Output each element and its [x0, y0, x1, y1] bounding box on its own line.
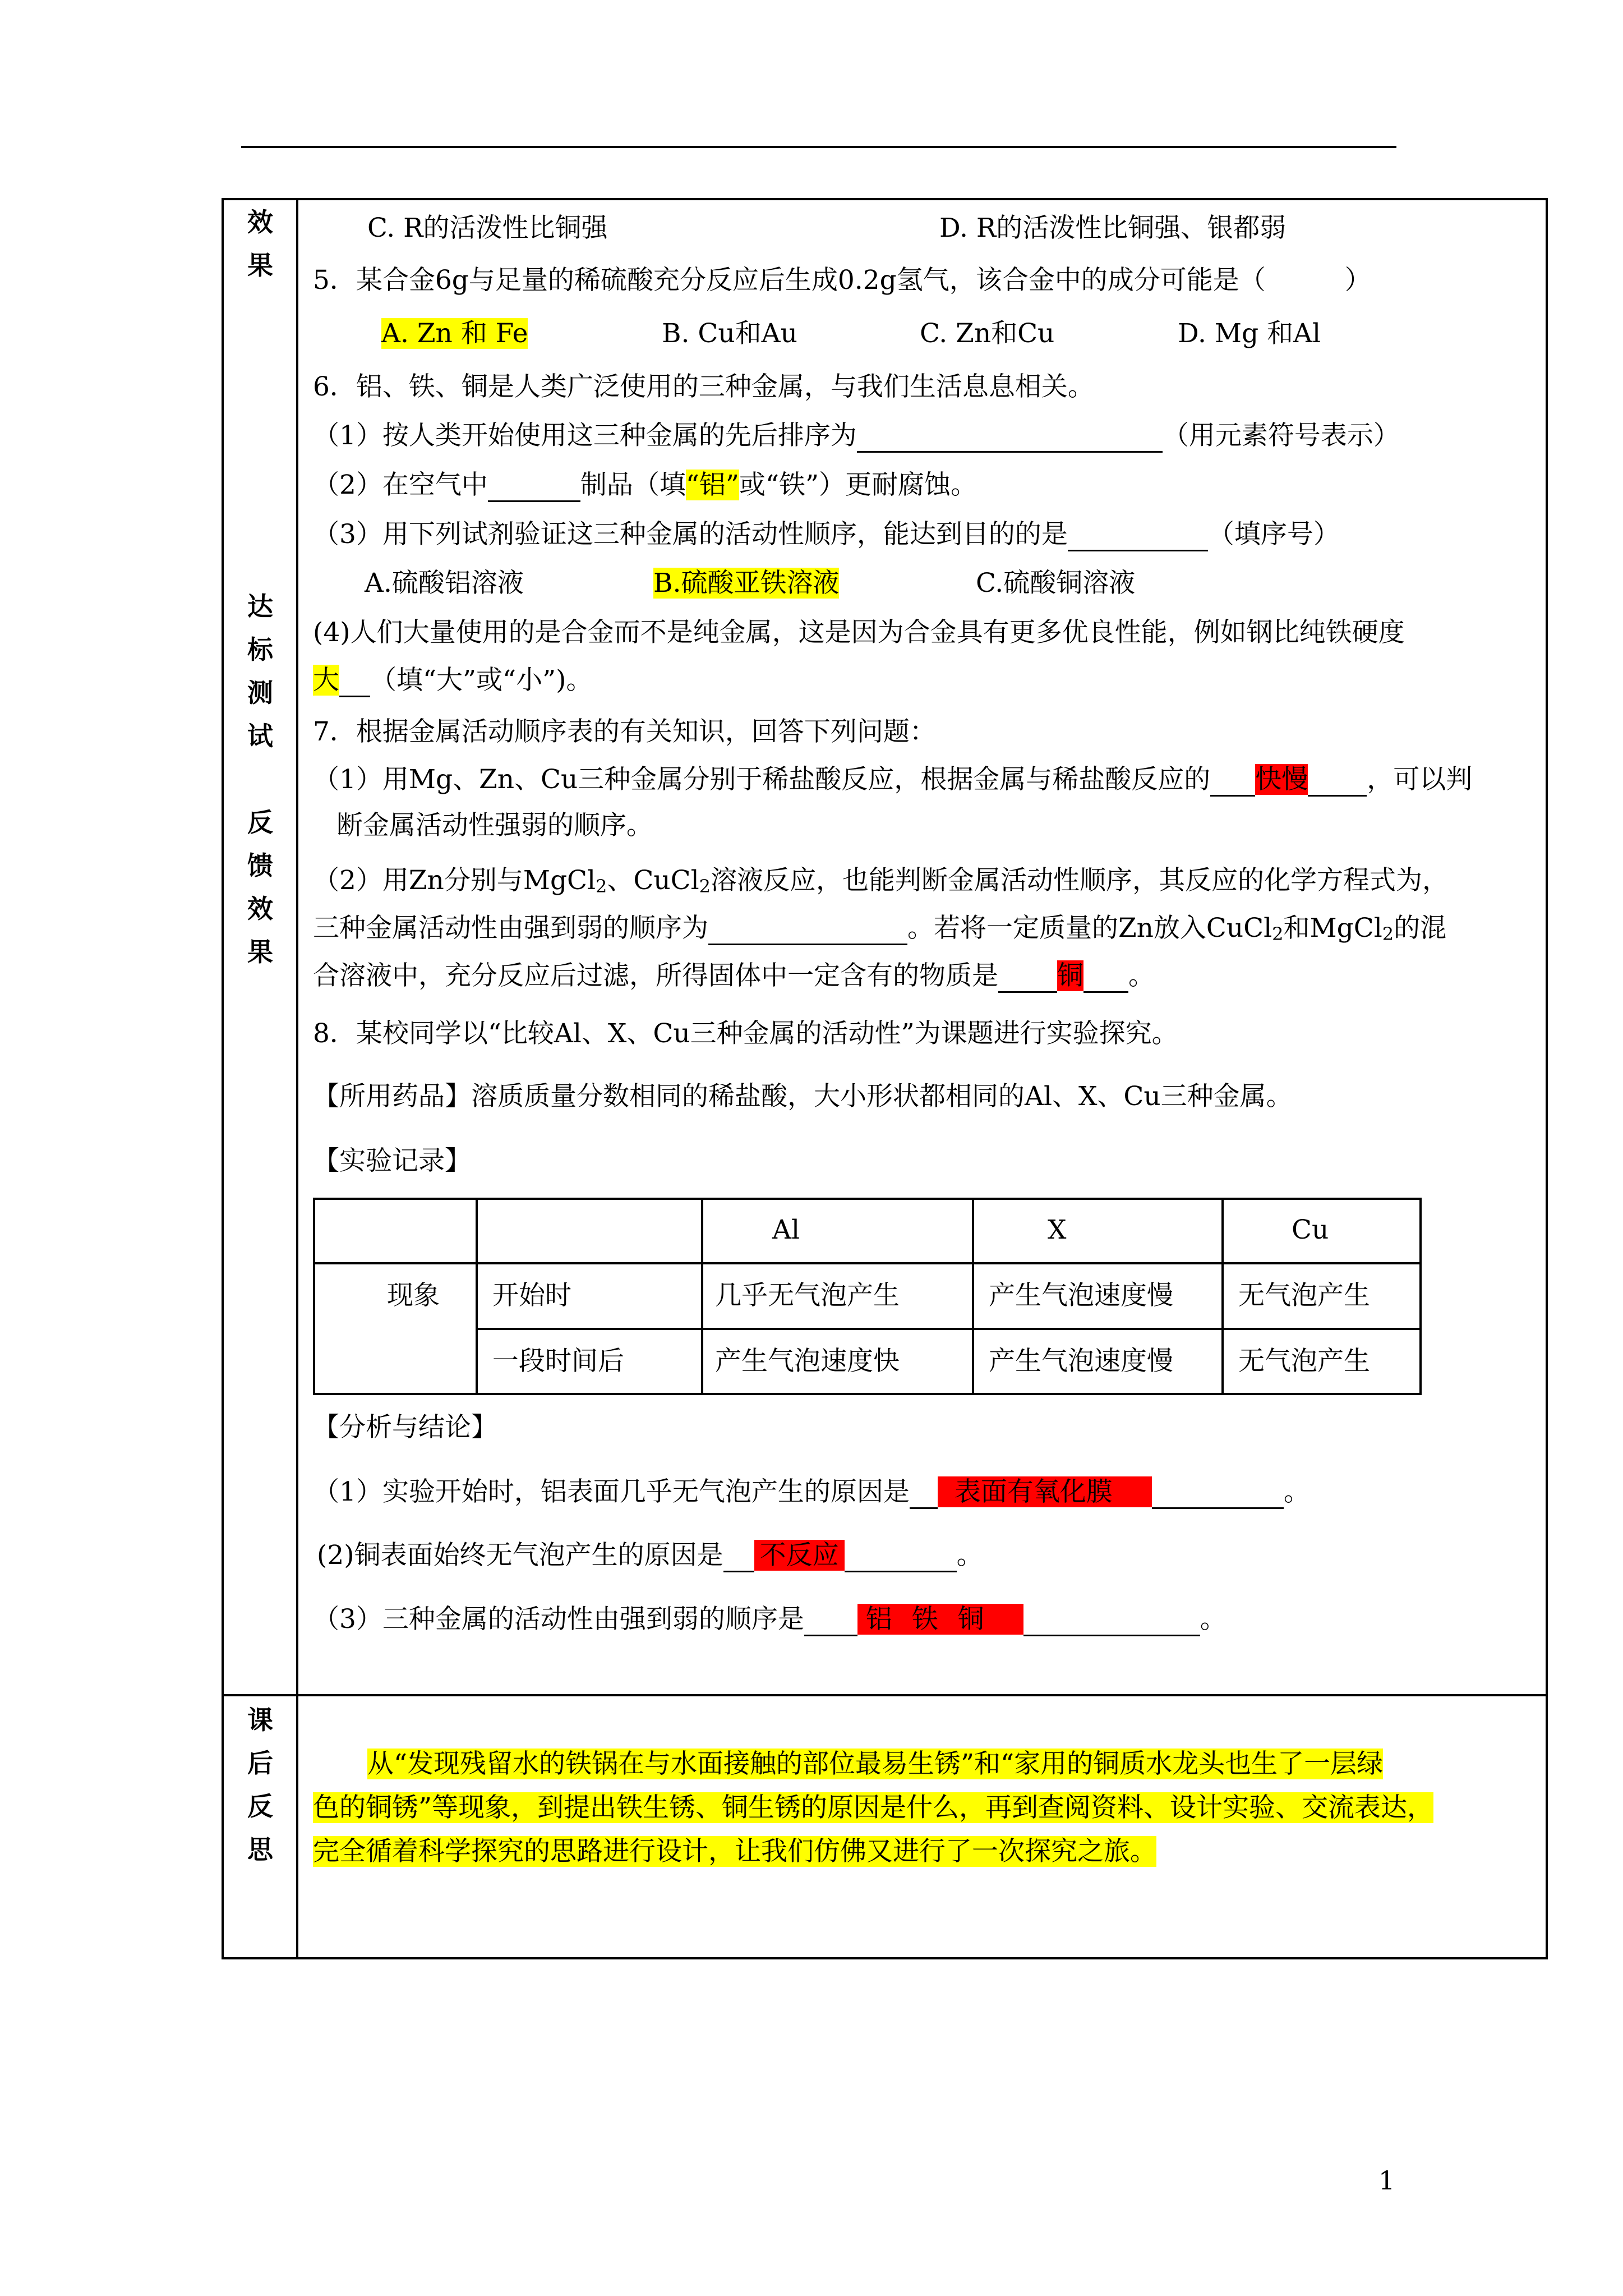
q6-option-a: A.硫酸铝溶液 [365, 568, 524, 599]
q5-option-b: B. Cu和Au [662, 318, 797, 349]
table-cell: 产生气泡速度慢 [989, 1346, 1173, 1377]
reflection-line-2: 色的铜锈”等现象，到提出铁生锈、铜生锈的原因是什么，再到查阅资料、设计实验、交流表达， [313, 1792, 1434, 1823]
q5-option-a [381, 317, 528, 351]
side-label-test-feedback: 达 标 测 试 反 馈 效 果 [247, 591, 273, 967]
table-cell: 开始时 [492, 1280, 571, 1311]
q7-part2-line3: 合溶液中，充分反应后过滤，所得固体中一定含有的物质是 铜 。 [313, 959, 1155, 993]
q6-stem: 6．铝、铁、铜是人类广泛使用的三种金属，与我们生活息息相关。 [313, 371, 1094, 402]
answer-blank[interactable] [488, 472, 580, 502]
answer-highlight: 不反应 [754, 1540, 845, 1571]
q7-part2-line2: 三种金属活动性由强到弱的顺序为 。若将一定质量的Zn放入CuCl$_2$和MgCl$_2$的混 [313, 913, 1447, 945]
table-cell: 产生气泡速度慢 [989, 1280, 1173, 1311]
table-cell: 无气泡产生 [1238, 1280, 1370, 1311]
q7-part2: （2）用Zn分别与MgCl$_2$、CuCl$_2$溶液反应，也能判断金属活动性顺序，其反应的化学方程式为， [313, 865, 1449, 897]
table-header-cu: Cu [1292, 1214, 1329, 1245]
q4-option-c: C. R的活泼性比铜强 [367, 213, 608, 243]
reflection-line-3: 完全循着科学探究的思路进行设计，让我们仿佛又进行了一次探究之旅。 [313, 1836, 1156, 1867]
q7-part1: （1）用Mg、Zn、Cu三种金属分别于稀盐酸反应，根据金属与稀盐酸反应的 快慢 ，可以判 [313, 763, 1472, 797]
table-header-al: Al [772, 1214, 800, 1245]
q8-drugs: 【所用药品】溶质质量分数相同的稀盐酸，大小形状都相同的Al、X、Cu三种金属。 [313, 1081, 1293, 1112]
table-cell: 无气泡产生 [1238, 1346, 1370, 1377]
q6-part1: （1）按人类开始使用这三种金属的先后排序为 （用元素符号表示） [313, 419, 1400, 453]
answer-highlight: 快慢 [1255, 764, 1308, 795]
page-number: 1 [1378, 2165, 1395, 2196]
q7-stem: 7．根据金属活动顺序表的有关知识，回答下列问题： [313, 716, 936, 747]
q5-stem: 5．某合金6g与足量的稀硫酸充分反应后生成0.2g氢气，该合金中的成分可能是（ ） [313, 265, 1371, 296]
answer-blank[interactable] [857, 423, 1163, 453]
table-cell: 一段时间后 [492, 1346, 624, 1377]
answer-highlight: 表面有氧化膜 [938, 1476, 1152, 1507]
side-label-reflection: 课 后 反 思 [247, 1705, 273, 1865]
answer-highlight: “铝” [685, 470, 739, 500]
q6-part4: (4)人们大量使用的是合金而不是纯金属，这是因为合金具有更多优良性能，例如钢比纯铁硬度 [313, 617, 1405, 648]
answer-blank[interactable] [1308, 767, 1367, 797]
table-cell: 几乎无气泡产生 [715, 1280, 900, 1311]
table-header-x: X [1048, 1214, 1067, 1245]
q8-record-title: 【实验记录】 [313, 1145, 471, 1176]
q6-part3: （3）用下列试剂验证这三种金属的活动性顺序，能达到目的的是 （填序号） [313, 518, 1340, 551]
answer-blank[interactable] [1152, 1479, 1284, 1509]
q8-analysis-1: （1）实验开始时，铝表面几乎无气泡产生的原因是 表面有氧化膜 。 [313, 1475, 1310, 1509]
table-row-label: 现象 [387, 1280, 440, 1311]
side-label-effect: 效 果 [247, 207, 273, 280]
q6-part4-answer-line: 大 （填“大”或“小”)。 [313, 664, 592, 697]
answer-highlight: 铜 [1057, 960, 1083, 991]
q5-option-d: D. Mg 和Al [1178, 318, 1321, 349]
answer-blank[interactable] [1023, 1607, 1200, 1636]
q8-analysis-2: (2)铜表面始终无气泡产生的原因是 不反应 。 [317, 1539, 983, 1572]
answer-blank[interactable] [339, 668, 370, 697]
answer-blank[interactable] [1068, 522, 1208, 551]
answer-highlight: 大 [313, 665, 339, 696]
answer-highlight: A. Zn 和 Fe [381, 318, 528, 349]
q6-part2: （2）在空气中 制品（填“铝”或“铁”）更耐腐蚀。 [313, 468, 977, 502]
header-rule [241, 146, 1396, 148]
answer-blank[interactable] [708, 915, 907, 945]
row-divider [222, 1694, 1548, 1696]
q8-analysis-title: 【分析与结论】 [313, 1412, 497, 1443]
table-cell: 产生气泡速度快 [715, 1346, 900, 1377]
answer-highlight: 铝 铁 铜 [857, 1604, 1023, 1635]
q8-analysis-3: （3）三种金属的活动性由强到弱的顺序是 铝 铁 铜 。 [313, 1603, 1227, 1636]
answer-blank[interactable] [845, 1543, 957, 1572]
q6-option-b [653, 567, 839, 600]
reflection-line-1: 从“发现残留水的铁锅在与水面接触的部位最易生锈”和“家用的铜质水龙头也生了一层绿 [367, 1749, 1384, 1779]
answer-highlight: B.硫酸亚铁溶液 [653, 568, 840, 599]
q5-option-c: C. Zn和Cu [920, 318, 1055, 349]
q8-stem: 8．某校同学以“比较Al、X、Cu三种金属的活动性”为课题进行实验探究。 [313, 1018, 1178, 1049]
q6-option-c: C.硫酸铜溶液 [976, 568, 1136, 599]
q7-part1-cont: 断金属活动性强弱的顺序。 [336, 810, 653, 841]
q4-option-d: D. R的活泼性比铜强、银都弱 [939, 213, 1287, 243]
answer-blank[interactable] [1083, 963, 1128, 993]
